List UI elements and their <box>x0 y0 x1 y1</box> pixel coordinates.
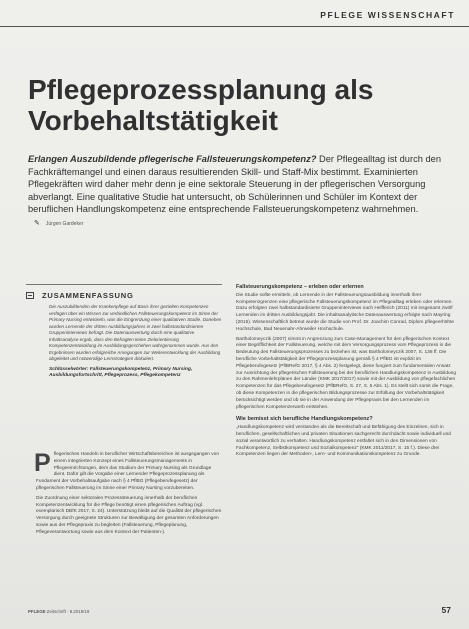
right-paragraph-1: Die Studie sollte ermitteln, ob Lernende in der Fallsteuerungsausbildung innerhalb ihrer Kompetenzgrenzen eine pflegerische Fallsteuerungskompetenz im Pflegealltag erleben oder erlernen. Dazu erfolgten zwei halbstandardisierte Gruppeninterviews nach Helfferich (2011) mit insgesamt zwölf Lernenden im dritten Ausbildungsjahr. Die inhaltsanalytische Datenauswertung erfolgte nach Mayring (2015). Wissenschaftlich betreut wurde die Studie von Prof. Dr. Joachim Conrad, Diplom pflegeerhöhte Hochschule, Bad Neuenahr-Ahrweiler Hochschule. <box>236 292 455 332</box>
article-lead <box>28 153 453 231</box>
page-footer <box>28 605 451 615</box>
left-column-body <box>34 449 222 537</box>
page-number: 57 <box>441 605 451 615</box>
footer-source <box>28 609 89 614</box>
drop-cap: P <box>34 449 51 477</box>
document-icon <box>26 292 34 299</box>
subheading-fallsteuerung: Fallsteuerungskompetenz – erleben oder erlernen <box>236 284 364 290</box>
right-paragraph-2: Bartholomeyczik (2007) nimmt in Angrenzung zum Case-Management für den pflegerischen Kontext einer Begrifflichkeit der Fallsteuerung, welche mit dem Versorgungsprozess vom Pflegeprozess in die Bedeutung des Fallsteuerungsprozesses zu beziehen ist, was Bartholomeyczik 2007, S. 138 ff. Die berufliche Vorbehaltstätigkeit der Pflegeprozessplanung gemäß § 4 PflBG ist explizit im Pflegeberufegesetz (PflBRefG 2017, § 4 Abs. 2) festgelegt, diese fungiert zum fundamentalen Ansatz zur Ausrichtung der pflegerischen Fallsteuerung bei der beruflichen Handlungskompetenz in Ausbildung zu den Rahmenlehrplänen der Länder (KMK 2017/2017) sowie mit der Ausbildung von pflegefachlichen Kompetenzen für das Pflegeberufegesetz (PflBRefG, S. 27, S. 5 Abs. 1). Es stellt sich somit die Frage, ob diese Kompetenzen in die pflegerischen Bildungsprozesse zur Erfüllung der Vorbehaltstätigkeit berücksichtigt werden und ob sie in der Anwendung der Pflegepraxis bei den Lernenden im pflegerischen Kompetenzerwerb entstehen. <box>236 336 456 410</box>
left-paragraph-1: flegerisches Handeln in beruflicher Wirtschaftsbereichen ist ausgegangen von einem integrierten Konzept eines Fallsteuerungsmanagements in Pflegeeinrichtungen, dem das Studium der Primary Nursing als Grundlage dient. Dafür gilt die Vorgabe einer Lernender Pflegeprozessplanung als Fundament der Vorbehaltsaufgabe nach § 4 PflBG (Pflegeberufegesetz) der pflegerischen Fallsteuerung im Sinne einer Primary Nursing vorzubereiten. <box>36 452 220 491</box>
pen-icon: ✎ <box>34 219 40 227</box>
footer-source-label: PFLEGE <box>28 609 46 614</box>
title-line-1: Pflegeprozessplanung als <box>28 74 374 105</box>
summary-heading-row <box>26 291 222 300</box>
subheading-handlungskompetenz: Wie bemisst sich berufliche Handlungskompetenz? <box>236 416 373 423</box>
article-title <box>28 74 448 136</box>
summary-box <box>26 284 222 443</box>
summary-heading: ZUSAMMENFASSUNG <box>42 291 134 300</box>
right-paragraph-3: „Handlungskompetenz wird verstanden als die Bereitschaft und Befähigung des Einzelnen, sich in beruflichen, gesellschaftlichen und privaten Situationen sachgerecht durchdacht sowie individuell und sozial verantwortlich zu verhalten. Handlungskompetenz entfaltet sich in den Dimensionen von Fachkompetenz, Selbstkompetenz und Sozialkompetenz“ (KMK 2011/2017, S. 15 f.). Diese drei Kompetenzen liegen der Methoden-, Lern- und Kommunikationskompetenz zu Grunde. <box>236 425 451 458</box>
lead-question: Erlangen Auszubildende pflegerische Fallsteuerungskompetenz? <box>28 154 317 164</box>
summary-keywords: Schlüsselwörter: Fallsteuerungskompetenz, Primary Nursing, Ausbildungsfortschritt, Pflegeprozess, Pflegekompetenz <box>49 366 193 379</box>
right-column-body <box>236 284 456 462</box>
header-divider <box>0 26 469 27</box>
lead-text: Der Pflegealltag ist durch den Fachkräftemangel und einen daraus resultierenden Skill- und Staff-Mix bestimmt. Examinierten Pflegekräften wird daher mehr denn je eine sektorale Steuerung in der pflegerischen Versorgung abverlangt. Eine qualitative Studie hat untersucht, ob Schülerinnen und Schüler im Kontext der beruflichen Handlungskompetenz eine entsprechende Fallsteuerungskompetenz wahrnehmen. <box>28 154 441 215</box>
summary-text: Die Auszubildenden der Krankenpflege auf Basis ihrer gezielten Kompetenzen verfügen über ein Wissen zur verbindlichen Fallsteuerungskompetenz im Sinne der Primary Nursing entwickeln, was die Eingrenzung einer qualitativen Studie. Daneben wurden Lernende der dritten Ausbildungsjahres in zwei halbstandardisierten Gruppeninterviews befragt. Die Datenauswertung durch eine qualitative Inhaltsanalyse ergab, dass den Befragten keine Zielorientierung Kompetenzentwicklung im Ausbildungsgeschehen wahrgenommen wurde. Aus den Ergebnissen wurden erfolgreiche Anregungen zur Weiterentwicklung der Ausbildung abgeleitet und notwendige Lernstrategien diskutiert. <box>49 304 222 361</box>
footer-source-text: Zeitschrift · 8.2019/19 <box>45 609 90 614</box>
title-line-2: Vorbehaltstätigkeit <box>28 105 278 136</box>
author-name: Jürgen Gardeker <box>45 220 84 227</box>
section-header: PFLEGE WISSENSCHAFT <box>320 10 455 20</box>
left-paragraph-2: Die Zuordnung einer sektoralen Prozesssteuerung innerhalb der beruflichen Kompetenzentwicklung für die Pflege benötigt einen pflegerischen Auftrag (vgl. exemplarisch DBfK 2017, S. 24). Unterstützung bleibt auf die Qualität der pflegerischen Versorgung durch geeignete Strukturen zur Bewältigung der gesamten Anforderungen sowie aus der Pflegepraxis zu begleiten (Fallsteuerung, Pflegeplanung, Pflegeverantwortung sowie aus dem Kontext der Patienten-). <box>36 495 222 535</box>
